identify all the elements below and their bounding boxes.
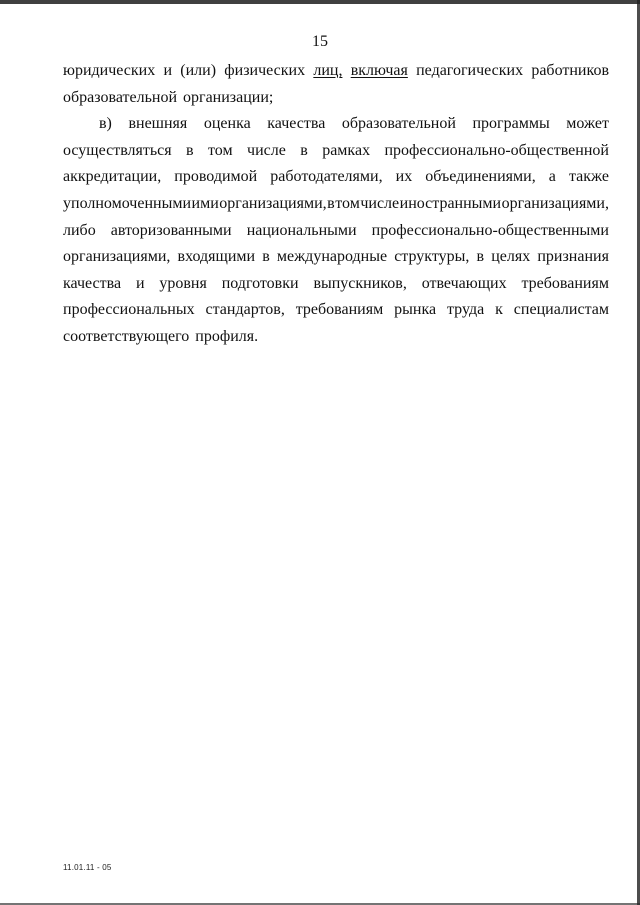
word: проводимой	[174, 168, 258, 186]
text-line-11	[63, 324, 609, 351]
word: качества	[63, 274, 122, 292]
word: физических	[224, 62, 306, 79]
word: осуществляться	[63, 141, 172, 159]
word: труда	[446, 301, 485, 319]
word: в	[476, 248, 485, 266]
text-line-5	[63, 164, 609, 191]
word: либо	[63, 221, 96, 239]
word: образовательной	[63, 88, 177, 106]
word: требованиям	[295, 301, 384, 319]
word: также	[568, 168, 609, 186]
word: аккредитации,	[63, 168, 162, 186]
word: работников	[531, 62, 609, 79]
word: оценка	[203, 115, 251, 133]
word: работодателями,	[270, 168, 383, 186]
text-line-10	[63, 297, 609, 324]
word: уровня	[159, 274, 207, 292]
underlined-word: включая	[350, 62, 408, 79]
word: структуры,	[394, 248, 470, 266]
word: рамках	[322, 141, 371, 159]
word: выпускников,	[313, 274, 407, 292]
word: целях	[491, 248, 531, 266]
word: профессиональных	[63, 301, 195, 319]
word: специалистам	[513, 301, 609, 319]
word: а	[548, 168, 556, 186]
word: внешняя	[128, 115, 188, 133]
text-line-1	[63, 58, 609, 85]
word: организациями,	[219, 194, 327, 212]
word: иностранными	[399, 194, 502, 212]
word: признания	[537, 248, 609, 266]
word: в	[327, 194, 335, 212]
word: и	[135, 274, 145, 292]
word: соответствующего	[63, 327, 190, 345]
word: юридических	[63, 62, 156, 79]
word: уполномоченными	[63, 194, 192, 212]
word: профессионально-общественными	[371, 221, 609, 239]
word: организациями,	[501, 194, 609, 212]
word: подготовки	[221, 274, 299, 292]
word: в	[262, 248, 270, 266]
word: программы	[472, 115, 550, 133]
text-line-8	[63, 244, 609, 271]
word: (или)	[180, 62, 217, 79]
word: профессионально-общественной	[384, 141, 609, 159]
text-line-4	[63, 138, 609, 165]
word: в	[186, 141, 194, 159]
word: их	[395, 168, 413, 186]
word: образовательной	[341, 115, 456, 133]
word: ими	[191, 194, 219, 212]
text-line-3	[63, 111, 609, 138]
word: международные	[276, 248, 388, 266]
word: требованиям	[521, 274, 609, 292]
word: отвечающих	[421, 274, 507, 292]
word: авторизованными	[110, 221, 232, 239]
word: числе	[247, 141, 286, 159]
word: профиля.	[195, 327, 259, 345]
word: том	[208, 141, 233, 159]
word: в	[300, 141, 308, 159]
word: педагогических	[416, 62, 524, 79]
word: числе	[360, 194, 400, 212]
page-number: 15	[312, 33, 328, 50]
document-footer-code: 11.01.11 - 05	[63, 863, 112, 872]
word: качества	[267, 115, 326, 133]
text-line-7	[63, 218, 609, 245]
word: и	[163, 62, 173, 79]
word: входящими	[177, 248, 256, 266]
word: к	[495, 301, 503, 319]
word: стандартов,	[205, 301, 285, 319]
text-line-2	[63, 85, 609, 112]
text-line-9	[63, 271, 609, 298]
list-marker: в)	[99, 115, 112, 133]
scan-top-edge	[0, 0, 640, 4]
word: том	[335, 194, 360, 212]
word: объединениями,	[425, 168, 536, 186]
word: организации;	[183, 88, 274, 106]
word: рынка	[394, 301, 437, 319]
text-line-6	[63, 191, 609, 218]
document-text	[63, 58, 609, 351]
word: национальными	[246, 221, 357, 239]
word: может	[566, 115, 609, 133]
underlined-word: лиц,	[313, 62, 343, 79]
word: организациями,	[63, 248, 171, 266]
